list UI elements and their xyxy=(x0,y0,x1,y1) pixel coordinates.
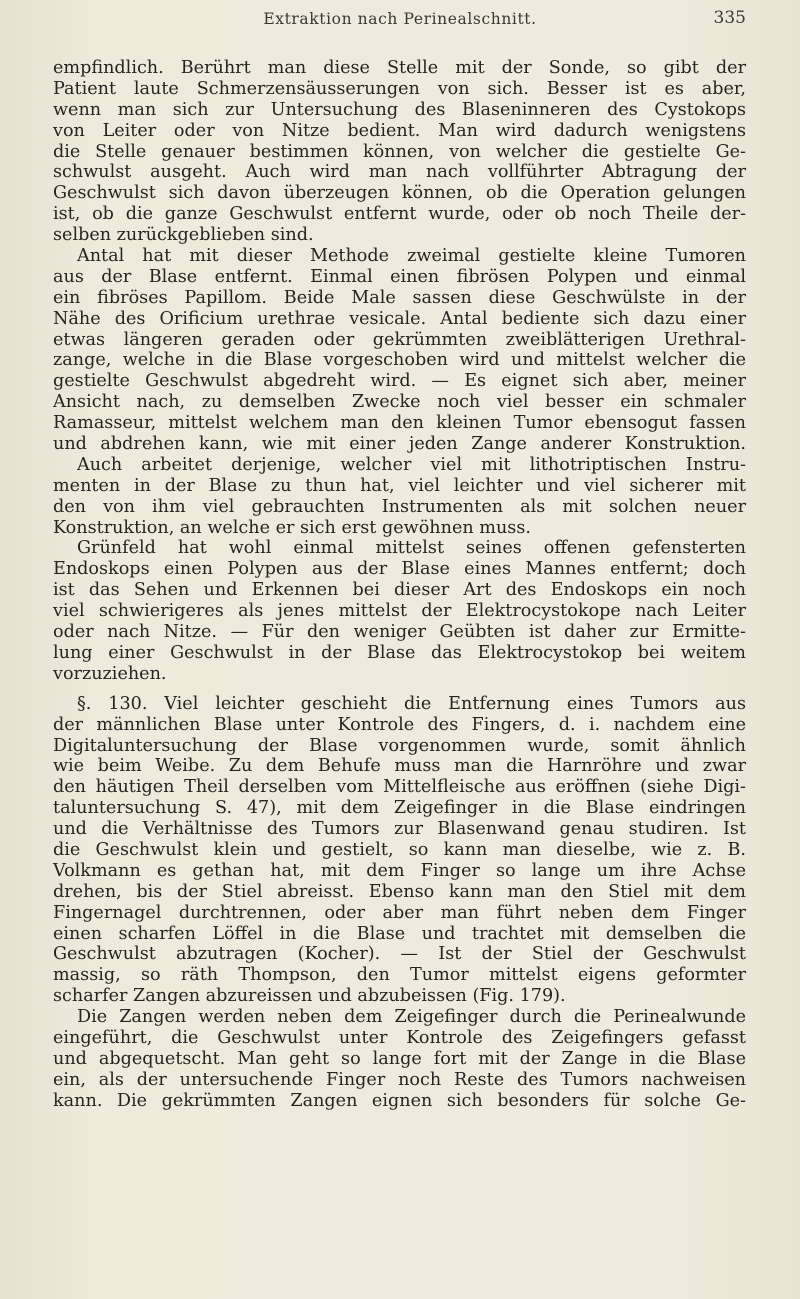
text-line: die Geschwulst klein und gestielt, so kann man dieselbe, wie z. B. xyxy=(53,839,746,860)
text-line: Digitaluntersuchung der Blase vorgenommen wurde, somit ähnlich xyxy=(53,735,746,756)
text-line: eingeführt, die Geschwulst unter Kontrole des Zeigefingers gefasst xyxy=(53,1027,746,1048)
text-line: und abgequetscht. Man geht so lange fort mit der Zange in die Blase xyxy=(53,1048,746,1069)
text-line: schwulst ausgeht. Auch wird man nach vollführter Abtragung der xyxy=(53,162,746,183)
text-line: ein fibröses Papillom. Beide Male sassen diese Geschwülste in der xyxy=(53,287,746,308)
text-line: Antal hat mit dieser Methode zweimal gestielte kleine Tumoren xyxy=(77,246,746,267)
text-line: menten in der Blase zu thun hat, viel leichter und viel sicherer mit xyxy=(53,475,746,496)
text-line: Ansicht nach, zu demselben Zwecke noch viel besser ein schmaler xyxy=(53,392,746,413)
text-line: wenn man sich zur Untersuchung des Blaseninneren des Cystokops xyxy=(53,99,746,120)
text-line: Geschwulst abzutragen (Kocher). — Ist der Stiel der Geschwulst xyxy=(53,944,746,965)
text-line: und die Verhältnisse des Tumors zur Blasenwand genau studiren. Ist xyxy=(53,819,746,840)
text-line: kann. Die gekrümmten Zangen eignen sich besonders für solche Ge- xyxy=(53,1090,746,1111)
text-line: oder nach Nitze. — Für den weniger Geübten ist daher zur Ermitte- xyxy=(53,622,746,643)
text-line: Grünfeld hat wohl einmal mittelst seines offenen gefensterten xyxy=(77,538,746,559)
text-line: viel schwierigeres als jenes mittelst der Elektrocystokope nach Leiter xyxy=(53,601,746,622)
text-line: drehen, bis der Stiel abreisst. Ebenso kann man den Stiel mit dem xyxy=(53,881,746,902)
text-line: von Leiter oder von Nitze bedient. Man wird dadurch wenigstens xyxy=(53,120,746,141)
text-line: Patient laute Schmerzensäusserungen von sich. Besser ist es aber, xyxy=(53,78,746,99)
running-head xyxy=(0,8,800,32)
text-line: ist, ob die ganze Geschwulst entfernt wurde, oder ob noch Theile der- xyxy=(53,204,746,225)
text-line: Ramasseur, mittelst welchem man den kleinen Tumor ebensogut fassen xyxy=(53,413,746,434)
text-line: ein, als der untersuchende Finger noch Reste des Tumors nachweisen xyxy=(53,1069,746,1090)
text-line: etwas längeren geraden oder gekrümmten zweiblätterigen Urethral- xyxy=(53,329,746,350)
text-line: Konstruktion, an welche er sich erst gewöhnen muss. xyxy=(53,517,531,538)
text-line: Die Zangen werden neben dem Zeigefinger durch die Perinealwunde xyxy=(77,1007,746,1028)
text-line: Geschwulst sich davon überzeugen können, ob die Operation gelungen xyxy=(53,183,746,204)
text-line: einen scharfen Löffel in die Blase und trachtet mit demselben die xyxy=(53,923,746,944)
text-line: ist das Sehen und Erkennen bei dieser Art des Endoskops ein noch xyxy=(53,580,746,601)
text-line: scharfer Zangen abzureissen und abzubeissen (Fig. 179). xyxy=(53,986,566,1007)
text-line: zange, welche in die Blase vorgeschoben wird und mittelst welcher die xyxy=(53,350,746,371)
text-line: aus der Blase entfernt. Einmal einen fibrösen Polypen und einmal xyxy=(53,266,746,287)
text-line: empfindlich. Berührt man diese Stelle mit der Sonde, so gibt der xyxy=(53,58,746,78)
text-line: den von ihm viel gebrauchten Instrumenten als mit solchen neuer xyxy=(53,496,746,517)
section-heading-line: §. 130. Viel leichter geschieht die Entfernung eines Tumors aus xyxy=(77,693,746,714)
text-line: der männlichen Blase unter Kontrole des Fingers, d. i. nachdem eine xyxy=(53,714,746,735)
text-line: und abdrehen kann, wie mit einer jeden Zange anderer Konstruktion. xyxy=(53,434,746,455)
text-line: lung einer Geschwulst in der Blase das Elektrocystokop bei weitem xyxy=(53,642,746,663)
text-line: taluntersuchung S. 47), mit dem Zeigefinger in die Blase eindringen xyxy=(53,798,746,819)
text-line: Fingernagel durchtrennen, oder aber man führt neben dem Finger xyxy=(53,902,746,923)
text-line: Volkmann es gethan hat, mit dem Finger so lange um ihre Achse xyxy=(53,860,746,881)
body-text xyxy=(53,58,746,1112)
text-line: gestielte Geschwulst abgedreht wird. — Es eignet sich aber, meiner xyxy=(53,371,746,392)
text-line: Nähe des Orificium urethrae vesicale. Antal bediente sich dazu einer xyxy=(53,308,746,329)
text-line: Auch arbeitet derjenige, welcher viel mit lithotriptischen Instru- xyxy=(77,454,746,475)
text-line: wie beim Weibe. Zu dem Behufe muss man die Harnröhre und zwar xyxy=(53,756,746,777)
page-number: 335 xyxy=(713,8,746,28)
text-line: selben zurückgeblieben sind. xyxy=(53,225,314,246)
text-line: Endoskops einen Polypen aus der Blase eines Mannes entfernt; doch xyxy=(53,559,746,580)
text-line: den häutigen Theil derselben vom Mittelfleische aus eröffnen (siehe Digi- xyxy=(53,777,746,798)
text-line: massig, so räth Thompson, den Tumor mittelst eigens geformter xyxy=(53,965,746,986)
running-title: Extraktion nach Perinealschnitt. xyxy=(263,10,537,28)
text-line: die Stelle genauer bestimmen können, von welcher die gestielte Ge- xyxy=(53,141,746,162)
text-line: vorzuziehen. xyxy=(53,663,167,684)
